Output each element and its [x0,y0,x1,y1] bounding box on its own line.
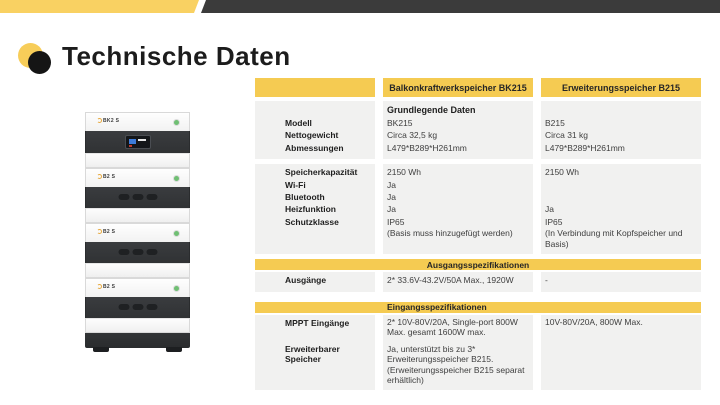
spec-value-b215 [541,191,701,203]
section-basic-data [255,101,701,159]
spec-label: Heizfunktion [255,203,375,215]
spec-value-bk215: Ja [383,179,533,191]
brand-logo [97,174,115,180]
spec-label [255,228,375,254]
section-input-rows [255,315,701,390]
spec-value-b215: 2150 Wh [541,164,701,178]
battery-module [85,168,190,223]
battery-module [85,223,190,278]
spec-value-bk215: 2* 33.6V-43.2V/50A Max., 1920W [383,272,533,291]
spec-label: Ausgänge [255,272,375,291]
spec-note-b215: (In Verbindung mit Kopfspeicher und Basis) [541,228,701,254]
spec-label: MPPT Eingänge [255,315,375,342]
module-dark-band [85,187,190,208]
spec-value-b215: L479*B289*H261mm [541,142,701,159]
module-label: B2 S [103,229,116,235]
spec-table [255,78,701,395]
spec-value-bk215: 2* 10V-80V/20A, Single-port 800W Max. gesamt 1600W max. [383,315,533,342]
page-title: Technische Daten [62,41,291,71]
brand-logo [97,284,115,290]
module-dark-band [85,131,190,153]
spec-value-b215: 10V-80V/20A, 800W Max. [541,315,701,342]
spec-value-bk215: BK215 [383,117,533,129]
module-label: BK2 S [103,118,120,124]
spec-label: Nettogewicht [255,129,375,141]
section-title: Grundlegende Daten [383,101,533,117]
spec-value-bk215: L479*B289*H261mm [383,142,533,159]
product-image-battery-tower [85,112,190,348]
table-header-row [255,78,701,97]
brand-logo [97,229,115,235]
brand-logo [97,118,119,124]
module-label-band [85,278,190,297]
header-cell-bk215: Balkonkraftwerkspeicher BK215 [383,78,533,97]
module-label: B2 S [103,284,116,290]
spec-value-bk215: Circa 32,5 kg [383,129,533,141]
spec-value-b215 [541,101,701,117]
module-label: B2 S [103,174,116,180]
header-cell-b215: Erweiterungsspeicher B215 [541,78,701,97]
module-white-band [85,263,190,278]
spec-label: Erweiterbarer Speicher [255,342,375,390]
module-label-band [85,168,190,187]
module-label-band [85,223,190,242]
battery-base [85,333,190,348]
screen-pixel [129,139,136,144]
display-screen [125,135,151,149]
logo-swirl-icon [97,118,102,123]
section-features [255,164,701,254]
spec-value-bk215: IP65 [383,216,533,228]
spec-value-bk215: Ja [383,191,533,203]
section-output-rows [255,272,701,291]
screen-pixel [129,145,132,147]
base-foot [93,347,109,352]
module-label-band [85,112,190,131]
spec-label: Schutzklasse [255,216,375,228]
spec-value-b215 [541,342,701,390]
section-band-input: Eingangsspezifikationen [255,302,701,313]
spec-value-b215: Ja [541,203,701,215]
spec-label: Speicherkapazität [255,164,375,178]
battery-module-head [85,112,190,168]
top-bar-dark [201,0,720,13]
spec-label: Wi-Fi [255,179,375,191]
spec-label: Abmessungen [255,142,375,159]
base-foot [166,347,182,352]
spec-label: Modell [255,117,375,129]
spec-value-bk215: Ja [383,203,533,215]
spec-label: Bluetooth [255,191,375,203]
screen-pixel [138,139,146,141]
module-dark-band [85,297,190,318]
title-bullet-black-circle [28,51,51,74]
spec-value-bk215: Ja, unterstützt bis zu 3* Erweiterungsspeicher B215. (Erweiterungsspeicher B215 separat erhältlich) [383,342,533,390]
status-led-icon [173,119,180,126]
logo-swirl-icon [97,284,102,289]
spec-note-bk215: (Basis muss hinzugefügt werden) [383,228,533,254]
spec-value-b215: IP65 [541,216,701,228]
status-led-icon [173,285,180,292]
battery-module [85,278,190,333]
module-white-band [85,153,190,168]
spec-value-bk215: 2150 Wh [383,164,533,178]
vent-slots [118,249,157,255]
section-band-output: Ausgangsspezifikationen [255,259,701,270]
module-white-band [85,318,190,333]
logo-swirl-icon [97,174,102,179]
spec-value-b215: Circa 31 kg [541,129,701,141]
spec-value-b215: B215 [541,117,701,129]
top-bar-yellow [0,0,199,13]
vent-slots [118,304,157,310]
spec-label [255,101,375,117]
module-white-band [85,208,190,223]
spec-value-b215: - [541,272,701,291]
status-led-icon [173,230,180,237]
logo-swirl-icon [97,229,102,234]
vent-slots [118,194,157,200]
status-led-icon [173,175,180,182]
module-dark-band [85,242,190,263]
spec-value-b215 [541,179,701,191]
header-cell-empty [255,78,375,97]
